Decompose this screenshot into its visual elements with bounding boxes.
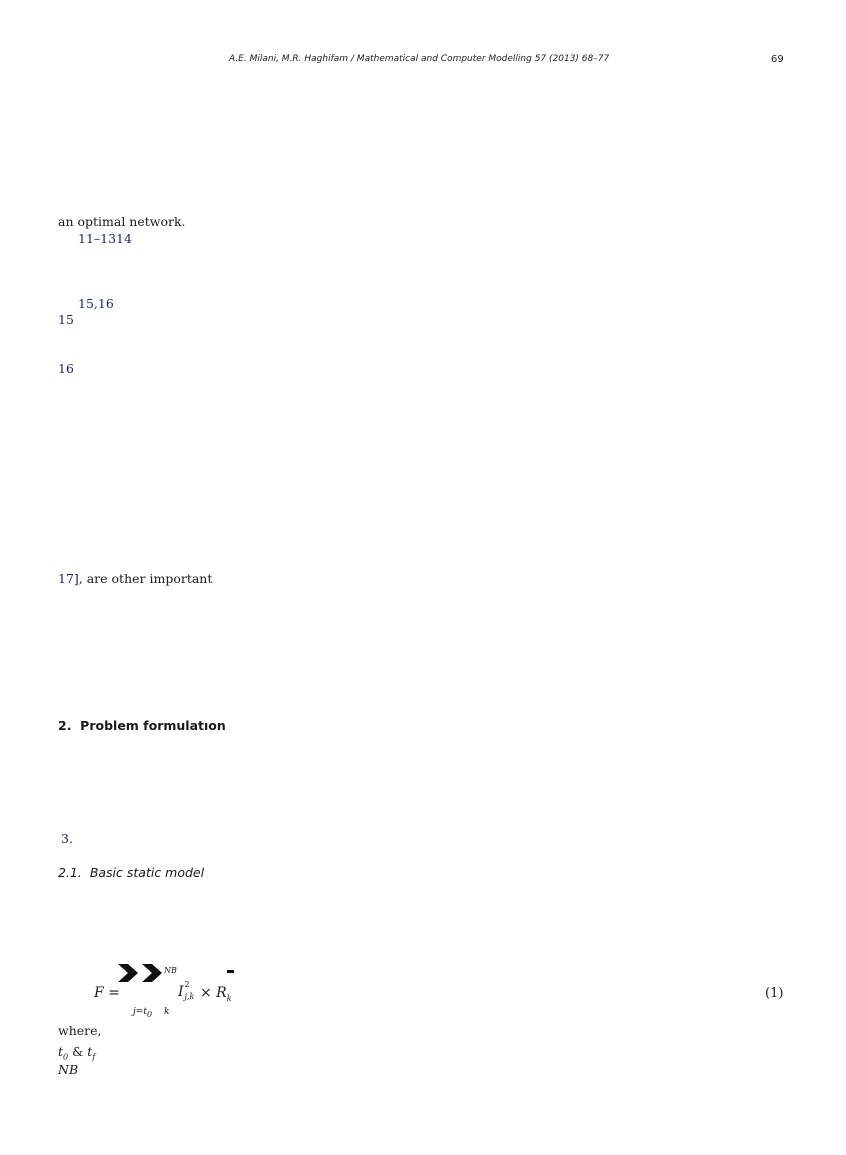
citation-link[interactable]: 16 (58, 361, 74, 376)
citation-link[interactable]: 17 (58, 571, 74, 586)
subsection-number: 2.1. (58, 865, 82, 880)
citation-link[interactable]: 11–1314 (78, 231, 132, 246)
body-text: ], are other important (73, 571, 213, 586)
page-number: 69 (771, 54, 784, 65)
summation-glyph-icon (116, 962, 168, 984)
resistance-term: × $R_k$ (200, 985, 232, 1003)
variable-definition-nb: NB (58, 1062, 79, 1077)
body-text-line: an optimal network. (58, 214, 186, 229)
section-title: Problem formulatıon (80, 718, 226, 733)
subsection-heading (58, 865, 204, 880)
body-text-line (58, 571, 212, 586)
current-term: I 2 j,k (178, 980, 195, 1001)
section-number: 2. (58, 718, 72, 733)
where-label: where, (58, 1023, 102, 1038)
sum-upper-limit: NB (164, 966, 177, 975)
running-header: A.E. Milani, M.R. Haghifam / Mathematical and Computer Modelling 57 (2013) 68–77 (229, 54, 610, 64)
variable-definition-time: $t_0$ & $t_f$ (58, 1044, 96, 1062)
cross-reference-link[interactable]: 3. (61, 831, 73, 846)
equation-lhs: F = (94, 985, 120, 1001)
bracket-mark (227, 970, 234, 973)
equation-1 (90, 958, 790, 1020)
equation-number: (1) (765, 986, 784, 1001)
sum-lower-limit-k: k (164, 1007, 170, 1017)
citation-link[interactable]: 15 (58, 312, 74, 327)
subsection-title: Basic static model (89, 865, 205, 880)
sum-lower-limit-j: $j=t_0$ (133, 1007, 153, 1019)
citation-link[interactable]: 15,16 (78, 296, 114, 311)
section-heading (58, 718, 226, 733)
